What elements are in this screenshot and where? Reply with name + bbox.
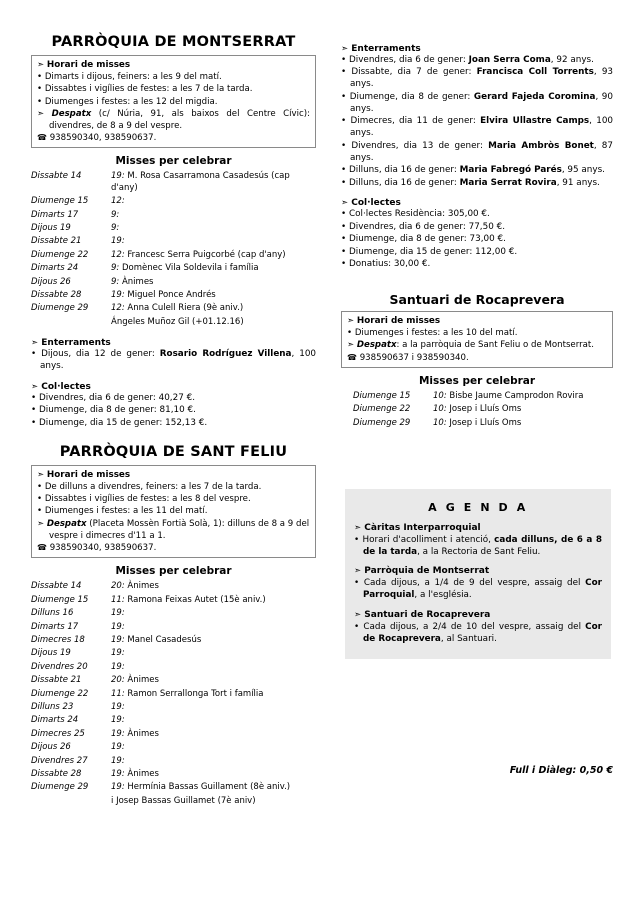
bullet-icon: • [341,259,347,270]
bullet-icon: • [37,96,43,107]
agenda-group-heading: ➣ Santuari de Rocaprevera [354,609,491,620]
right-collections-section [341,198,613,271]
table-row: Dissabte 28 19: Ànimes [31,768,159,779]
rocaprevera-phone-line [347,352,607,364]
table-row: Diumenge 29 12: Anna Culell Riera (9è aniv.) [31,303,244,314]
right-burials-heading: ➣ Enterraments [341,44,421,54]
bullet-icon: • [31,349,37,360]
right-burials-list [341,55,613,189]
bullet-icon: • [354,578,360,589]
sant-feliu-masses-heading: Misses per celebrar [115,565,232,578]
bullet-icon: • [341,91,347,102]
montserrat-burials-list [31,349,316,373]
list-item: • Diumenge, dia 8 de gener: 81,10 €. [31,405,196,416]
bullet-icon: • [341,234,347,245]
table-row: Dissabte 21 20: Ànimes [31,675,159,686]
table-row: Diumenge 15 12: [31,196,125,207]
left-column [31,34,316,808]
table-row: Dilluns 23 19: [31,701,125,712]
montserrat-office-line [37,108,310,132]
footer-price: Full i Diàleg: 0,50 € [509,765,613,776]
arrow-icon: ➣ [347,340,355,351]
right-collections-heading: ➣ Col·lectes [341,198,401,209]
rocaprevera-schedule-item: • Diumenges i festes: a les 10 del matí. [347,328,518,339]
sant-feliu-office-line [37,518,310,542]
agenda-group-item: • Horari d'acolliment i atenció, cada dilluns, de 6 a 8 de la tarda, a la Rectoria de Sant Feliu. [354,535,602,558]
arrow-icon: ➣ [31,338,39,349]
table-row: Dimecres 18 19: Manel Casadesús [31,634,202,645]
rocaprevera-masses-heading: Misses per celebrar [418,374,536,387]
montserrat-collections-heading: ➣ Col·lectes [31,381,91,392]
agenda-group-caritas [354,523,602,558]
arrow-icon: ➣ [354,566,362,577]
masses-extra-line: Ángeles Muñoz Gil (+01.12.16) [111,316,244,327]
arrow-icon: ➣ [37,108,45,119]
section-sant-feliu [31,444,316,808]
list-item: • Diumenge, dia 8 de gener: 73,00 €. [341,234,506,245]
agenda-group-item: • Cada dijous, a 1/4 de 9 del vespre, assaig del Cor Parroquial, a l'església. [354,578,602,601]
bullet-icon: • [347,328,353,339]
table-row: Dimarts 24 19: [31,715,125,726]
bullet-icon: • [341,246,347,257]
montserrat-masses-heading: Misses per celebrar [115,155,232,168]
list-item: • Dilluns, dia 16 de gener: Maria Fabregó Parés, 95 anys. [341,165,605,176]
montserrat-burials-heading: ➣ Enterraments [31,338,111,349]
bullet-icon: • [341,209,347,220]
montserrat-schedule-item: • Dissabtes i vigílies de festes: a les 7 de la tarda. [37,84,253,95]
montserrat-schedule-item: • Dimarts i dijous, feiners: a les 9 del matí. [37,72,222,83]
sant-feliu-schedule-box [31,465,316,559]
rocaprevera-masses-table [341,390,613,430]
montserrat-collections-section [31,382,316,430]
table-row: Diumenge 15 10: Bisbe Jaume Camprodon Rovira [353,390,584,401]
section-montserrat [31,34,316,430]
arrow-icon: ➣ [37,518,45,529]
list-item: • Dijous, dia 12 de gener: Rosario Rodríguez Villena, 100 anys. [31,349,317,372]
list-item: • Diumenge, dia 8 de gener: Gerard Fajeda Coromina, 90 anys. [341,91,613,114]
bullet-icon: • [341,116,347,127]
table-row: Diumenge 29 10: Josep i Lluís Oms [353,417,522,428]
table-row: Dijous 19 9: [31,222,120,233]
list-item: • Divendres, dia 6 de gener: Joan Serra Coma, 92 anys. [341,55,594,65]
section-rocaprevera [341,293,613,430]
table-row: Dijous 26 19: [31,742,125,753]
table-row: Dimarts 24 9: Domènec Vila Soldevila i família [31,263,259,274]
sant-feliu-title: PARRÒQUIA DE SANT FELIU [59,443,288,460]
list-item: • Divendres, dia 6 de gener: 77,50 €. [341,221,505,232]
list-item: • Diumenge, dia 15 de gener: 112,00 €. [341,246,518,257]
sant-feliu-schedule-heading: ➣ Horari de misses [37,469,131,480]
montserrat-phone-line [37,132,310,144]
list-item: • Divendres, dia 13 de gener: Maria Ambròs Bonet, 87 anys. [341,140,613,163]
bullet-icon: • [37,84,43,95]
list-item: • Donatius: 30,00 €. [341,259,431,270]
agenda-group-heading: ➣ Parròquia de Montserrat [354,566,490,577]
arrow-icon: ➣ [341,198,349,209]
right-burials-section [341,44,613,189]
table-row: Diumenge 15 11: Ramona Feixas Autet (15è aniv.) [31,594,266,605]
montserrat-collections-list [31,393,316,430]
table-row-continuation [31,795,316,808]
phone-numbers: 938590340, 938590637. [49,133,157,144]
sant-feliu-phone-line [37,542,310,554]
phone-numbers: 938590340, 938590637. [49,543,157,553]
table-row: Divendres 20 19: [31,661,125,672]
table-row: Dimarts 17 9: [31,209,120,220]
list-item: • Col·lectes Residència: 305,00 €. [341,209,490,220]
rocaprevera-title: Santuari de Rocaprevera [389,292,565,308]
office-text: (Placeta Mossèn Fortià Solà, 1): dilluns de 8 a 9 del vespre i dimecres d'11 a 1. [49,518,310,541]
bullet-icon: • [37,481,43,492]
table-row: Divendres 27 19: [31,755,125,766]
list-item: • Diumenge, dia 15 de gener: 152,13 €. [31,417,208,428]
table-row: Dissabte 14 19: M. Rosa Casarramona Casadesús (cap d'any) [31,171,290,193]
bullet-icon: • [341,67,347,78]
table-row: Diumenge 29 19: Hermínia Bassas Guillament (8è aniv.) [31,782,291,793]
sant-feliu-schedule-item: • De dilluns a divendres, feiners: a les 7 de la tarda. [37,481,262,492]
bullet-icon: • [341,55,347,65]
bullet-icon: • [31,405,37,416]
montserrat-schedule-heading: ➣ Horari de misses [37,59,131,70]
bullet-icon: • [37,494,43,505]
office-label: Despatx [51,108,92,119]
right-collections-list [341,209,613,271]
bullet-icon: • [341,165,347,176]
table-row: Diumenge 22 12: Francesc Serra Puigcorbé (cap d'any) [31,249,286,260]
right-column [341,44,613,430]
arrow-icon: ➣ [37,469,45,480]
montserrat-burials-section [31,338,316,373]
arrow-icon: ➣ [347,315,355,326]
bullet-icon: • [354,621,360,632]
sant-feliu-masses-table [31,580,316,808]
phone-icon: ☎ [37,543,47,552]
table-row: Dijous 19 19: [31,648,125,659]
office-text: : a la parròquia de Sant Feliu o de Montserrat. [396,340,595,351]
agenda-group-heading: ➣ Càritas Interparroquial [354,523,481,533]
montserrat-masses-table [31,170,316,329]
masses-extra-line: i Josep Bassas Guillamet (7è aniv) [111,795,256,806]
arrow-icon: ➣ [37,59,45,70]
arrow-icon: ➣ [341,44,349,54]
bullet-icon: • [341,221,347,232]
table-row: Dissabte 14 20: Ànimes [31,581,159,592]
rocaprevera-schedule-heading: ➣ Horari de misses [347,315,441,326]
office-text: (c/ Núria, 91, als baixos del Centre Cívic): divendres, de 8 a 9 del vespre. [49,108,310,131]
arrow-icon: ➣ [31,381,39,392]
table-row: Dissabte 28 19: Miguel Ponce Andrés [31,289,216,300]
list-item: • Divendres, dia 6 de gener: 40,27 €. [31,392,195,403]
table-row: Diumenge 22 11: Ramon Serrallonga Tort i família [31,688,264,699]
list-item: • Dilluns, dia 16 de gener: Maria Serrat Rovira, 91 anys. [341,177,600,188]
bullet-icon: • [37,72,43,83]
table-row-continuation [31,316,316,329]
table-row: Dimecres 25 19: Ànimes [31,728,159,739]
list-item: • Dimecres, dia 11 de gener: Elvira Ullastre Camps, 100 anys. [341,116,614,139]
sant-feliu-schedule-item: • Diumenges i festes: a les 11 del matí. [37,506,208,517]
agenda-group-montserrat [354,566,602,601]
montserrat-schedule-item: • Diumenges i festes: a les 12 del migdia. [37,96,218,107]
montserrat-title: PARRÒQUIA DE MONTSERRAT [51,34,296,50]
table-row: Diumenge 22 10: Josep i Lluís Oms [353,404,522,415]
arrow-icon: ➣ [354,609,362,620]
montserrat-schedule-box [31,55,316,149]
bullet-icon: • [37,506,43,517]
rocaprevera-schedule-box [341,311,613,368]
agenda-box [345,489,611,659]
agenda-title: A G E N D A [428,501,528,514]
bullet-icon: • [341,177,347,188]
bullet-icon: • [31,417,37,428]
list-item: • Dissabte, dia 7 de gener: Francisca Coll Torrents, 93 anys. [341,67,614,90]
sant-feliu-schedule-item: • Dissabtes i vigílies de festes: a les 8 del vespre. [37,494,251,505]
bullet-icon: • [354,535,360,545]
office-label: Despatx [46,518,87,529]
arrow-icon: ➣ [354,523,362,533]
agenda-group-rocaprevera [354,610,602,645]
table-row: Dimarts 17 19: [31,621,125,632]
table-row: Dijous 26 9: Ànimes [31,276,154,287]
table-row: Dissabte 21 19: [31,236,125,247]
agenda-group-item: • Cada dijous, a 2/4 de 10 del vespre, assaig del Cor de Rocaprevera, al Santuari. [354,621,603,644]
office-label: Despatx [356,340,397,351]
bullet-icon: • [341,140,347,151]
bullet-icon: • [31,392,37,403]
phone-icon: ☎ [37,133,47,143]
table-row: Dilluns 16 19: [31,608,125,619]
phone-icon: ☎ [347,352,357,362]
phone-numbers: 938590637 i 938590340. [359,352,469,363]
rocaprevera-office-line [347,339,607,351]
